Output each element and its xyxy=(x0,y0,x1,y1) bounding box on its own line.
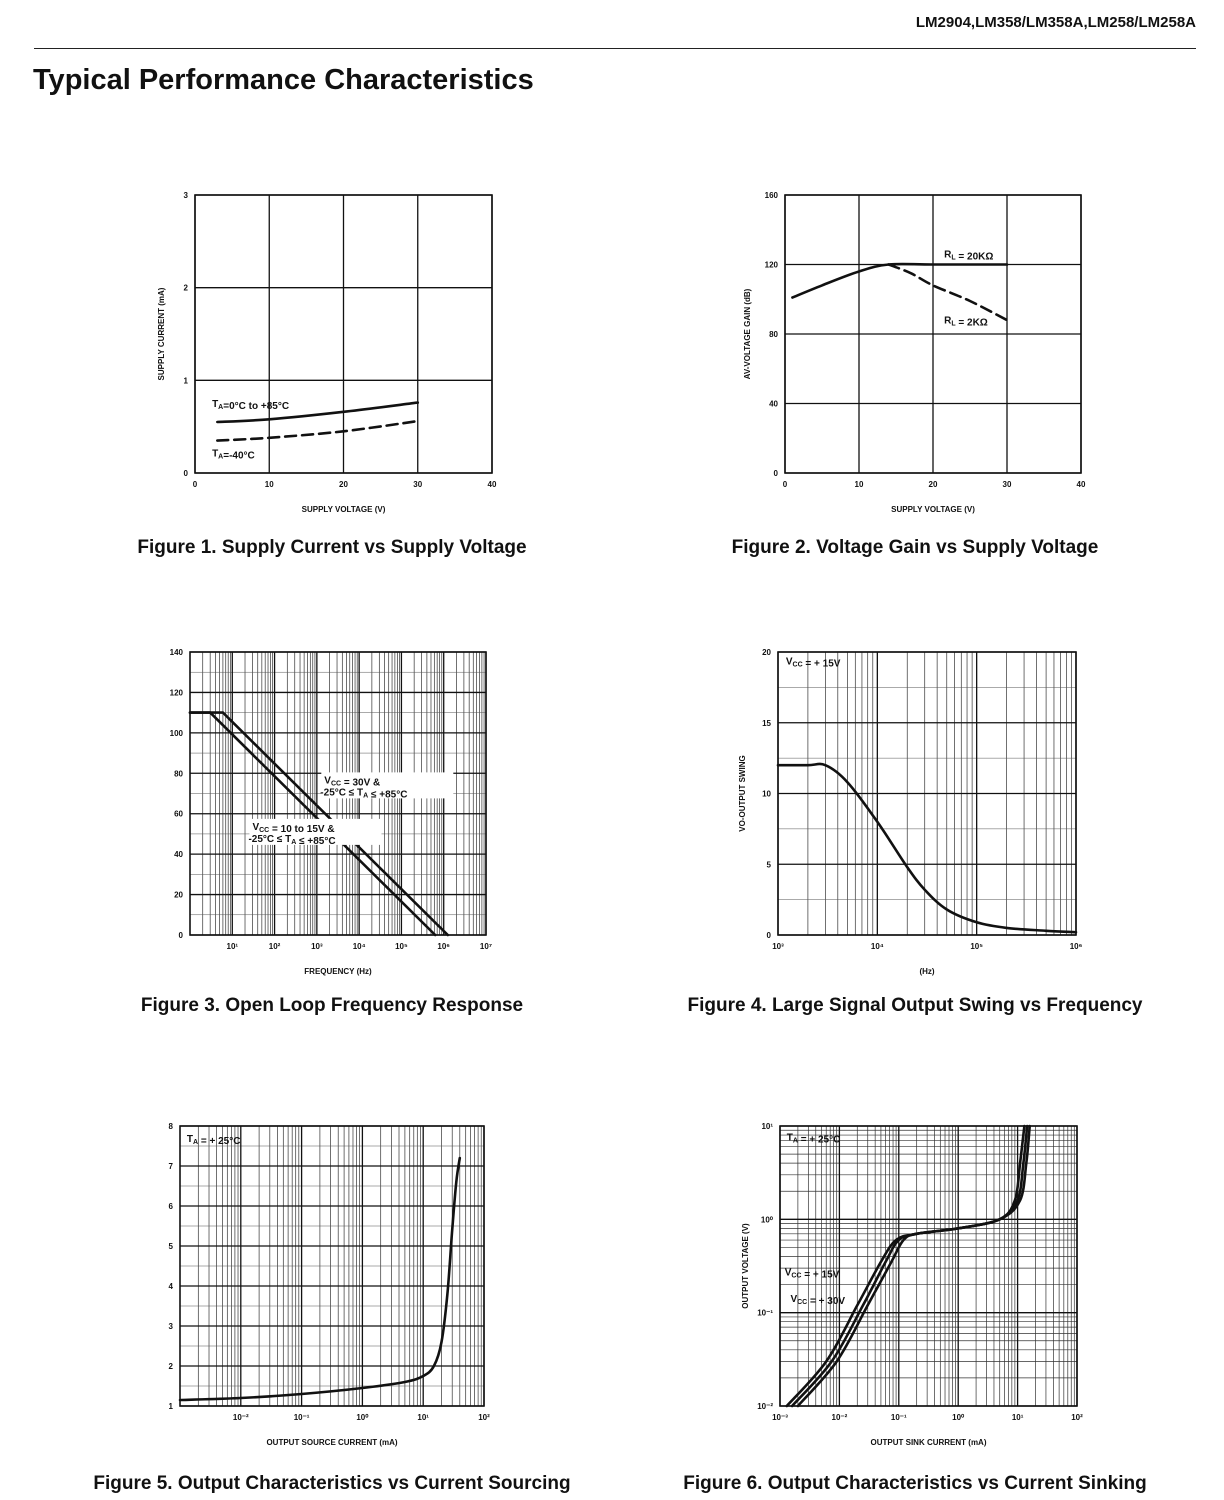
fig6-annotation-sub: CC xyxy=(791,1272,802,1280)
fig3-y-tick-label: 100 xyxy=(169,728,183,738)
fig1-annotation-sub: A xyxy=(218,404,224,412)
fig4-y-tick-label: 0 xyxy=(766,931,771,940)
fig3-x-tick-label: 10¹ xyxy=(226,942,239,951)
fig3-y-tick-label: 120 xyxy=(169,688,183,698)
fig3-annotation-part: = 10 to 15V & xyxy=(269,823,335,835)
fig5-x-tick-label: 10⁻¹ xyxy=(293,1413,310,1422)
fig2-annotation-part: R xyxy=(944,249,952,261)
fig2-annotation-sub: L xyxy=(951,320,956,328)
fig4-series-line xyxy=(778,764,1076,932)
fig3-annotation-sub: CC xyxy=(330,780,342,788)
fig6-annotation-sub: A xyxy=(792,1137,798,1145)
fig6-annotation xyxy=(785,1268,840,1281)
fig3-annotation-sub: A xyxy=(363,792,369,800)
fig3-annotation-sub: CC xyxy=(259,826,270,834)
fig1-y-tick-label: 0 xyxy=(183,469,188,478)
fig6-annotation-part: V xyxy=(790,1294,798,1306)
fig5-annotation xyxy=(187,1134,241,1147)
fig6-x-tick-label: 10⁻³ xyxy=(772,1413,788,1422)
fig6-x-tick-label: 10⁰ xyxy=(952,1413,965,1422)
fig4-annotation-sub: CC xyxy=(792,661,803,669)
fig2-y-tick-label: 120 xyxy=(764,260,778,270)
fig3-annotation-part: V xyxy=(324,775,331,787)
fig2-annotation-sub: L xyxy=(951,254,956,262)
fig1-x-tick-label: 0 xyxy=(192,480,198,489)
fig5-x-tick-label: 10⁰ xyxy=(356,1413,369,1422)
fig5-y-tick-label: 2 xyxy=(168,1362,173,1371)
fig2-x-tick-label: 10 xyxy=(854,480,864,489)
fig2-y-axis-label: AV-VOLTAGE GAIN (dB) xyxy=(743,288,752,380)
fig6-series-line xyxy=(784,1126,1025,1406)
fig6-annotation-part: V xyxy=(784,1267,792,1279)
fig2-annotation-part: = 20KΩ xyxy=(955,251,994,263)
fig3-annotation-sub: A xyxy=(291,838,297,846)
fig3-x-tick-label: 10³ xyxy=(311,942,323,951)
fig2-y-tick-label: 80 xyxy=(769,330,778,339)
fig2-x-tick-label: 0 xyxy=(782,480,788,489)
fig5-y-tick-label: 6 xyxy=(168,1202,173,1211)
fig3-caption: Figure 3. Open Loop Frequency Response xyxy=(140,995,524,1016)
fig3-x-axis-label: FREQUENCY (Hz) xyxy=(304,967,372,976)
fig1-x-tick-label: 30 xyxy=(413,480,423,489)
fig5-y-tick-label: 7 xyxy=(168,1162,173,1171)
fig3-chart xyxy=(141,648,523,1016)
fig3-y-tick-label: 40 xyxy=(174,850,183,860)
fig4-annotation-part: V xyxy=(785,656,793,668)
fig2-caption: Figure 2. Voltage Gain vs Supply Voltage xyxy=(731,537,1099,558)
fig1-annotation-part: T xyxy=(212,448,219,460)
fig5-chart xyxy=(93,1122,570,1494)
fig2-y-tick-label: 160 xyxy=(764,191,778,200)
fig6-annotation-part: = + 30V xyxy=(807,1296,846,1308)
fig3-annotation-part: -25°C ≤ xyxy=(320,787,358,799)
fig1-y-tick-label: 2 xyxy=(183,283,188,293)
fig3-annotation-part: = 30V & xyxy=(341,777,381,789)
fig5-annotation-part: T xyxy=(186,1134,194,1145)
fig4-y-tick-label: 20 xyxy=(762,648,771,657)
fig6-x-axis-label: OUTPUT SINK CURRENT (mA) xyxy=(870,1438,987,1447)
fig5-y-tick-label: 8 xyxy=(168,1122,173,1131)
fig4-x-tick-label: 10⁶ xyxy=(1069,942,1083,951)
fig6-annotation-part: T xyxy=(786,1132,793,1144)
fig5-annotation-part: = + 25°C xyxy=(198,1136,241,1147)
fig2-x-tick-label: 20 xyxy=(928,480,938,489)
fig5-y-tick-label: 5 xyxy=(168,1242,173,1251)
page-title: Typical Performance Characteristics xyxy=(33,64,534,96)
fig6-y-tick-label: 10⁰ xyxy=(760,1215,773,1225)
fig4-annotation-part: = + 15V xyxy=(802,658,841,670)
fig3-y-tick-label: 20 xyxy=(174,890,183,900)
fig4-x-axis-label: (Hz) xyxy=(919,967,935,976)
fig6-x-tick-label: 10¹ xyxy=(1011,1413,1024,1422)
fig2-annotation-part: = 2KΩ xyxy=(955,317,988,329)
fig4-y-tick-label: 5 xyxy=(766,860,771,870)
fig6-y-tick-label: 10⁻¹ xyxy=(757,1308,773,1318)
fig5-annotation-sub: A xyxy=(193,1139,199,1146)
fig1-chart xyxy=(137,191,526,558)
fig2-annotation xyxy=(944,316,988,329)
fig2-x-tick-label: 30 xyxy=(1002,480,1012,489)
fig5-y-tick-label: 4 xyxy=(168,1282,173,1291)
fig3-y-tick-label: 60 xyxy=(174,809,183,819)
fig2-x-tick-label: 40 xyxy=(1076,480,1086,489)
header-part-numbers: LM2904,LM358/LM358A,LM258/LM258A xyxy=(915,14,1196,31)
fig1-y-tick-label: 1 xyxy=(183,376,188,386)
fig6-annotation-sub: CC xyxy=(797,1299,808,1307)
fig3-annotation-part: T xyxy=(285,833,292,845)
fig6-x-tick-label: 10² xyxy=(1071,1413,1083,1422)
fig3-x-tick-label: 10⁴ xyxy=(352,942,366,951)
fig5-y-tick-label: 3 xyxy=(168,1322,173,1331)
fig3-annotation-part: V xyxy=(252,821,260,833)
fig5-y-tick-label: 1 xyxy=(168,1402,173,1411)
fig4-caption: Figure 4. Large Signal Output Swing vs Frequency xyxy=(687,995,1143,1016)
fig2-annotation-part: R xyxy=(944,315,952,327)
fig1-x-tick-label: 20 xyxy=(339,480,348,489)
fig6-y-tick-label: 10⁻² xyxy=(757,1402,773,1411)
fig1-annotation-sub: A xyxy=(218,453,224,461)
fig1-annotation-part: =-40°C xyxy=(223,450,255,462)
fig3-x-tick-label: 10⁶ xyxy=(437,942,451,951)
fig2-chart xyxy=(732,191,1099,558)
fig6-annotation xyxy=(790,1294,845,1307)
fig3-annotation-part: -25°C ≤ xyxy=(248,833,286,845)
fig6-caption: Figure 6. Output Characteristics vs Current Sinking xyxy=(683,1473,1147,1494)
fig1-y-axis-label: SUPPLY CURRENT (mA) xyxy=(157,287,166,381)
fig4-y-tick-label: 10 xyxy=(762,789,771,799)
fig4-x-tick-label: 10³ xyxy=(772,942,784,951)
fig6-y-axis-label: OUTPUT VOLTAGE (V) xyxy=(741,1223,750,1309)
fig5-x-tick-label: 10¹ xyxy=(417,1413,429,1422)
fig5-x-axis-label: OUTPUT SOURCE CURRENT (mA) xyxy=(266,1438,398,1447)
fig3-annotation-part: T xyxy=(357,787,364,799)
fig1-y-tick-label: 3 xyxy=(183,191,188,200)
fig6-series-line xyxy=(792,1126,1027,1406)
fig3-x-tick-label: 10⁵ xyxy=(395,942,408,951)
fig6-series-line xyxy=(798,1126,1030,1406)
fig2-series-line xyxy=(889,265,1007,321)
fig3-annotation-part: ≤ +85°C xyxy=(296,835,336,847)
fig1-series-line xyxy=(217,421,417,441)
fig1-x-tick-label: 10 xyxy=(264,480,274,489)
fig6-x-tick-label: 10⁻² xyxy=(831,1413,848,1422)
fig4-annotation xyxy=(786,657,841,670)
fig3-y-tick-label: 80 xyxy=(174,769,183,779)
fig3-x-tick-label: 10⁷ xyxy=(479,942,493,951)
fig3-x-tick-label: 10² xyxy=(268,942,281,951)
fig6-x-tick-label: 10⁻¹ xyxy=(890,1413,907,1422)
fig1-annotation xyxy=(212,399,289,412)
fig4-y-tick-label: 15 xyxy=(762,718,771,728)
fig1-annotation xyxy=(212,448,255,461)
fig1-x-tick-label: 40 xyxy=(487,480,497,489)
fig4-y-axis-label: VO-OUTPUT SWING xyxy=(738,755,747,832)
fig4-chart xyxy=(687,648,1142,1016)
fig6-annotation-part: = + 15V xyxy=(801,1269,840,1281)
fig4-x-tick-label: 10⁴ xyxy=(870,942,884,951)
fig6-annotation xyxy=(787,1132,841,1145)
fig1-x-axis-label: SUPPLY VOLTAGE (V) xyxy=(301,505,386,514)
fig2-y-tick-label: 0 xyxy=(773,469,778,478)
fig5-caption: Figure 5. Output Characteristics vs Current Sourcing xyxy=(93,1473,571,1494)
fig6-annotation-part: = + 25°C xyxy=(797,1134,841,1146)
fig3-annotation-part: ≤ +85°C xyxy=(368,789,408,801)
fig2-x-axis-label: SUPPLY VOLTAGE (V) xyxy=(891,505,975,514)
fig6-chart xyxy=(683,1122,1147,1494)
fig1-annotation-part: =0°C to +85°C xyxy=(223,401,290,413)
fig1-annotation-part: T xyxy=(212,399,219,411)
fig3-y-tick-label: 140 xyxy=(169,648,183,657)
fig5-x-tick-label: 10² xyxy=(478,1413,490,1422)
fig2-y-tick-label: 40 xyxy=(769,399,778,409)
fig4-x-tick-label: 10⁵ xyxy=(970,942,983,951)
fig1-caption: Figure 1. Supply Current vs Supply Voltage xyxy=(137,537,527,558)
fig6-y-tick-label: 10¹ xyxy=(761,1122,773,1131)
fig3-y-tick-label: 0 xyxy=(178,931,183,940)
fig5-x-tick-label: 10⁻² xyxy=(232,1413,249,1422)
fig2-annotation xyxy=(944,250,993,263)
